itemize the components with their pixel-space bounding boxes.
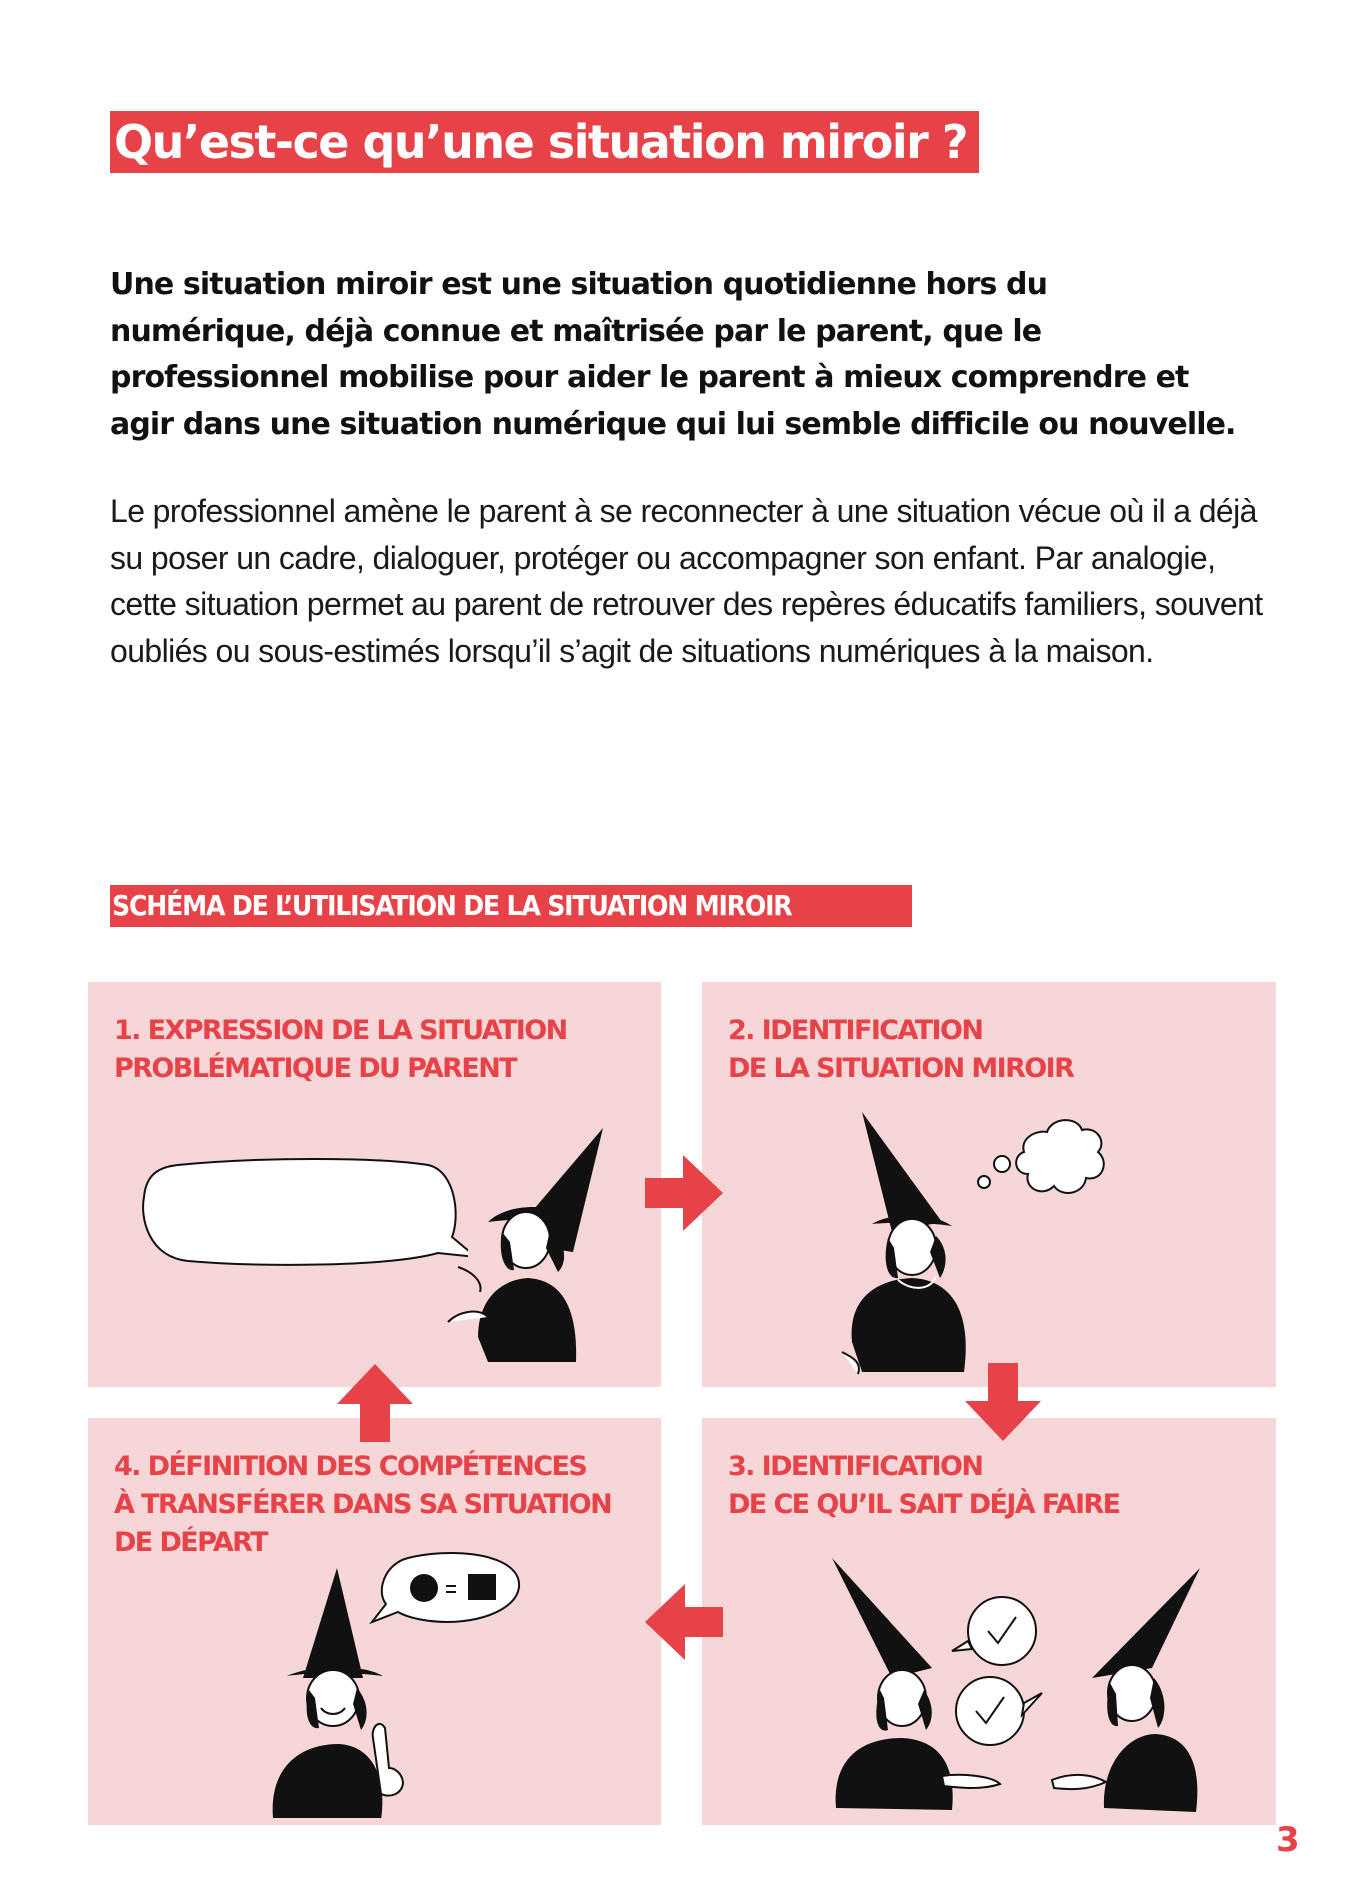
parent-figure-icon: [418, 1122, 638, 1372]
step-panel-2: [702, 982, 1276, 1387]
right-figure-icon: [1032, 1568, 1242, 1818]
arrow-down-icon: [963, 1363, 1043, 1443]
section-label: SCHÉMA DE L’UTILISATION DE LA SITUATION MIROIR: [110, 885, 912, 927]
page-number: 3: [1276, 1820, 1300, 1860]
arrow-up-icon: [335, 1362, 415, 1442]
arrow-left-icon: [643, 1582, 723, 1662]
step-panel-3: [702, 1418, 1276, 1825]
step-title-3: 3. IDENTIFICATION DE CE QU’IL SAIT DÉJÀ FAIRE: [728, 1451, 1120, 1520]
lead-paragraph: Une situation miroir est une situation quotidienne hors du numérique, déjà connue et maîtrisée par le parent, que le professionnel mobilise pour aider le parent à mieux comprendre et agir dans une situation numérique qui lui semble difficile ou nouvelle.: [110, 267, 1236, 442]
step-title-1: 1. EXPRESSION DE LA SITUATION PROBLÉMATIQUE DU PARENT: [114, 1015, 567, 1084]
thinking-figure-icon: [832, 1112, 1032, 1382]
step-title-2: 2. IDENTIFICATION DE LA SITUATION MIROIR: [728, 1015, 1074, 1084]
teaching-figure-icon: [263, 1568, 443, 1818]
body-paragraph: Le professionnel amène le parent à se reconnecter à une situation vécue où il a déjà su poser un cadre, dialoguer, protéger ou accompagner son enfant. Par analogie, cette situation permet au parent de retrouver des repères éducatifs familiers, souvent oubliés ou sous-estimés lorsqu’il s’agit de situations numériques à la maison.: [110, 493, 1263, 669]
page-title: Qu’est-ce qu’une situation miroir ?: [110, 111, 979, 173]
arrow-right-icon: [645, 1153, 725, 1233]
step-panel-1: [88, 982, 661, 1387]
step-title-4: 4. DÉFINITION DES COMPÉTENCES À TRANSFÉRER DANS SA SITUATION DE DÉPART: [114, 1451, 612, 1558]
step-panel-4: [88, 1418, 661, 1825]
